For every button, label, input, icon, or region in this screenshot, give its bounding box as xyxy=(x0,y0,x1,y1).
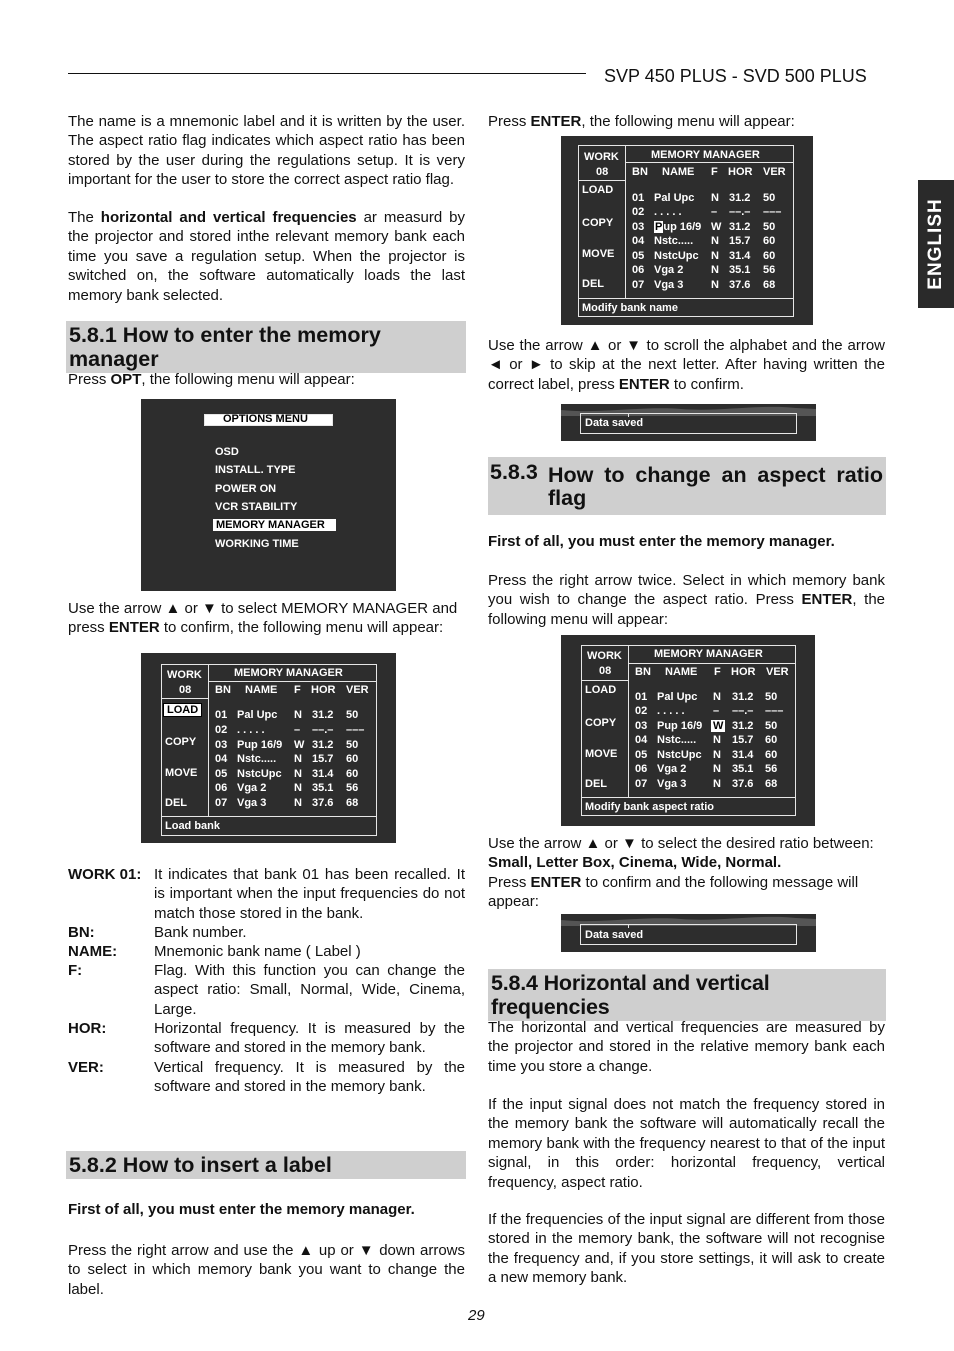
def-text: It indicates that bank 01 has been recalled. It is important when the input frequencies do not match those stored in the bank. xyxy=(154,866,465,922)
section-5-8-3-title: 5.8.3 How to change an aspect ratio flag xyxy=(488,457,886,515)
s4-paragraph-1: The horizontal and vertical frequencies are measured by the projector and stored in the relative memory bank each time you store a change. xyxy=(488,1019,885,1075)
intro-paragraph-2: The horizontal and vertical frequencies ar measurd by the projector and stored inthe relevant memory bank each time you save a regulation setup. When the projector is switched on, the software automatically loads the last memory bank selected. xyxy=(68,209,465,304)
options-menu-item: OSD xyxy=(215,446,239,458)
r-paragraph-1: Press ENTER, the following menu will appear: xyxy=(488,113,795,130)
s3-paragraph-2: Use the arrow ▲ or ▼ to select the desired ratio between: Small, Letter Box, Cinema, Wide, Normal. Press ENTER to confirm and the following message will appear: xyxy=(488,835,874,911)
def-text: Bank number. xyxy=(154,924,247,941)
s3-bold-line: First of all, you must enter the memory manager. xyxy=(488,533,835,550)
data-saved-text: Data saved xyxy=(585,417,644,429)
options-menu-item: WORKING TIME xyxy=(215,538,299,550)
s2-paragraph: Press the right arrow and use the ▲ up or ▼ down arrows to select in which memory bank you want to change the label. xyxy=(68,1242,465,1298)
def-term: VER: xyxy=(68,1059,104,1076)
data-saved-message-1 xyxy=(561,404,816,441)
options-menu-screenshot xyxy=(141,399,396,591)
r-paragraph-2: Use the arrow ▲ or ▼ to scroll the alphabet and the arrow ◄ or ► to skip at the next letter. After having written the correct label, press ENTER to confirm. xyxy=(488,337,885,393)
s1-paragraph-1: Press OPT, the following menu will appear: xyxy=(68,371,355,388)
flag-cursor: W xyxy=(713,720,724,732)
page-number: 29 xyxy=(468,1307,485,1324)
def-term: WORK 01: xyxy=(68,866,142,883)
options-menu-item: VCR STABILITY xyxy=(215,501,298,513)
mm-status-name: Modify bank name xyxy=(582,302,678,314)
data-saved-message-2 xyxy=(561,914,816,952)
def-text: Horizontal frequency. It is measured by the software and stored in the memory bank. xyxy=(154,1020,465,1057)
options-menu-item: POWER ON xyxy=(215,483,277,495)
def-text: Mnemonic bank name ( Label ) xyxy=(154,943,361,960)
mm-status-load: Load bank xyxy=(165,820,221,832)
options-menu-item-selected: MEMORY MANAGER xyxy=(213,519,336,531)
options-menu-title: OPTIONS MENU xyxy=(223,413,308,425)
header-rule xyxy=(68,73,586,74)
text-cursor: P xyxy=(655,221,663,233)
name-edit-field: Pup 16/9 xyxy=(655,221,702,233)
mm-status-aspect: Modify bank aspect ratio xyxy=(585,801,714,813)
def-term: BN: xyxy=(68,924,95,941)
s2-bold-line: First of all, you must enter the memory manager. xyxy=(68,1201,415,1218)
intro-paragraph-1: The name is a mnemonic label and it is written by the user. The aspect ratio flag indicates which aspect ratio has been stored by the user during the regulations setup. It is very important for the user to store the correct aspect ratio flag. xyxy=(68,113,465,189)
def-term: F: xyxy=(68,962,83,979)
memory-manager-name-screenshot: WORK 08 MEMORY MANAGER BN NAME F HOR VER LOAD COPY MOVE DEL 01 Pal Upc N 31.2 50 02 . . . . . – ––.– ––– 03 Pup 16/9 W 31.2 50 04 Nstc..... N 15.7 60 05 NstcUpc N 31.4 60 06 Vga 2 N 35.1 56 07 Vga 3 N 37.6 68 Modify bank name xyxy=(561,136,813,325)
def-term: HOR: xyxy=(68,1020,107,1037)
action-load-selected: LOAD xyxy=(163,703,202,717)
language-tab-label: ENGLISH xyxy=(925,198,946,290)
def-term: NAME: xyxy=(68,943,118,960)
language-tab xyxy=(918,180,954,308)
memory-manager-aspect-screenshot: WORK 08 MEMORY MANAGER BN NAME F HOR VER LOAD COPY MOVE DEL 01 Pal Upc N 31.2 50 02 . . . . . – ––.– ––– 03 Pup 16/9 W 31.2 50 04 Nstc..... N 15.7 60 05 NstcUpc N 31.4 60 06 Vga 2 N 35.1 56 07 Vga 3 N 37.6 68 Modify bank aspect ratio xyxy=(561,635,815,826)
s3-paragraph-1: Press the right arrow twice. Select in which memory bank you wish to change the aspect ratio. Press ENTER, the following menu will appear: xyxy=(488,572,886,628)
header-title: SVP 450 PLUS - SVD 500 PLUS xyxy=(604,66,867,86)
options-menu-item: INSTALL. TYPE xyxy=(215,464,296,476)
section-5-8-1-title: 5.8.1 How to enter the memory manager xyxy=(66,321,466,373)
memory-manager-load-screenshot: WORK 08 MEMORY MANAGER BN NAME F HOR VER LOAD COPY MOVE DEL 01 Pal Upc N 31.2 50 02 . . . . . – ––.– ––– 03 Pup 16/9 W 31.2 50 04 Nstc..... N 15.7 60 05 NstcUpc N 31.4 60 06 Vga 2 N 35.1 56 07 Vga 3 N 37.6 68 Load bank xyxy=(141,653,396,843)
s4-paragraph-2: If the input signal does not match the frequency stored in the memory bank the software will automatically recall the memory bank with the frequency nearest to that of the input signal, in this order: horizontal frequency, vertical frequency, aspect ratio. xyxy=(488,1096,885,1191)
section-5-8-2-title: 5.8.2 How to insert a label xyxy=(66,1151,466,1179)
data-saved-text: Data saved xyxy=(585,929,644,941)
def-text: Flag. With this function you can change the aspect ratio: Small, Normal, Wide, Cinema, Large. xyxy=(154,962,465,1018)
def-text: Vertical frequency. It is measured by the software and stored in the memory bank. xyxy=(154,1059,465,1096)
s4-paragraph-3: If the frequencies of the input signal are different from those stored in the memory bank, the software will not recognise the frequency and, if you store settings, it will ask to create a new memory bank. xyxy=(488,1211,885,1287)
section-5-8-4-title: 5.8.4 Horizontal and vertical frequencies xyxy=(488,969,886,1021)
s1-paragraph-2: Use the arrow ▲ or ▼ to select MEMORY MANAGER and press ENTER to confirm, the following menu will appear: xyxy=(68,600,458,637)
